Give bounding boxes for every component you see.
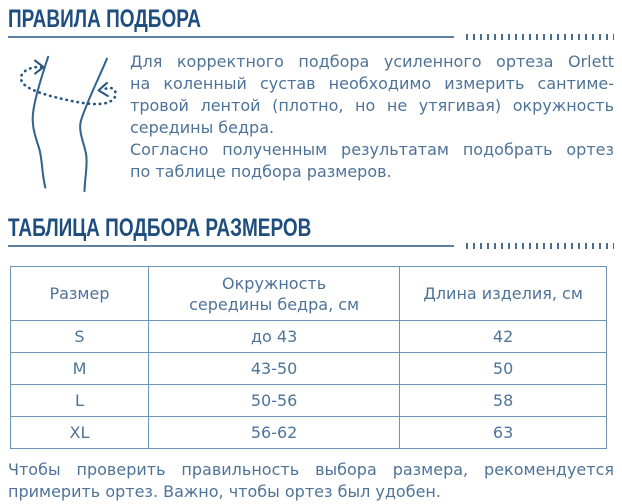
thigh-measurement-diagram [8,51,120,197]
divider-line [8,245,454,247]
cell-size: XL [11,417,149,449]
divider-tick-marks [466,243,614,249]
text-line: Согласно полученным результатам подобрать ортез [130,140,614,159]
text-line: середины бедра. [130,118,275,137]
size-table-section [8,215,614,503]
cell-size: M [11,353,149,385]
text-line: Для корректного подбора усиленного ортеза Orlett [130,52,614,71]
rules-text [130,51,614,199]
section-divider [8,33,614,41]
rules-section-title: ПРАВИЛА ПОДБОРА [8,5,201,33]
cell-length: 50 [400,353,607,385]
section-divider [8,242,614,250]
size-table-header [11,267,607,321]
text-line: Чтобы проверить правильность выбора размера, рекомендуется [8,460,614,479]
text-line: примерить ортез. Важно, чтобы ортез был удобен. [8,482,441,501]
cell-size: L [11,385,149,417]
table-row [11,353,607,385]
rules-paragraph-2 [130,139,614,183]
cell-length: 58 [400,385,607,417]
footnote [8,459,614,503]
table-row [11,417,607,449]
divider-tick-marks [466,34,614,40]
cell-circumference: до 43 [148,321,399,353]
rules-body [8,51,614,199]
rules-section [8,6,614,199]
text-line: на коленный сустав необходимо измерить сантиме- [130,74,614,93]
header-row [11,267,607,321]
text-line: по таблице подбора размеров. [130,162,392,181]
size-table [10,266,607,449]
column-header-circumference-label: Окружность середины бедра, см [189,273,360,314]
cell-length: 63 [400,417,607,449]
cell-circumference: 43-50 [148,353,399,385]
cell-circumference: 50-56 [148,385,399,417]
leg-outline-front [33,57,48,188]
cell-length: 42 [400,321,607,353]
rules-paragraph-1 [130,51,614,139]
column-header-size: Размер [11,267,149,321]
column-header-length: Длина изделия, см [400,267,607,321]
size-table-section-title: ТАБЛИЦА ПОДБОРА РАЗМЕРОВ [8,214,312,242]
text-line: тровой лентой (плотно, но не утягивая) окружность [130,96,614,115]
leg-outline-back [80,59,107,192]
cell-size: S [11,321,149,353]
table-row [11,321,607,353]
cell-circumference: 56-62 [148,417,399,449]
column-header-circumference [148,267,399,321]
size-table-body [11,321,607,449]
table-row [11,385,607,417]
divider-line [8,36,454,38]
